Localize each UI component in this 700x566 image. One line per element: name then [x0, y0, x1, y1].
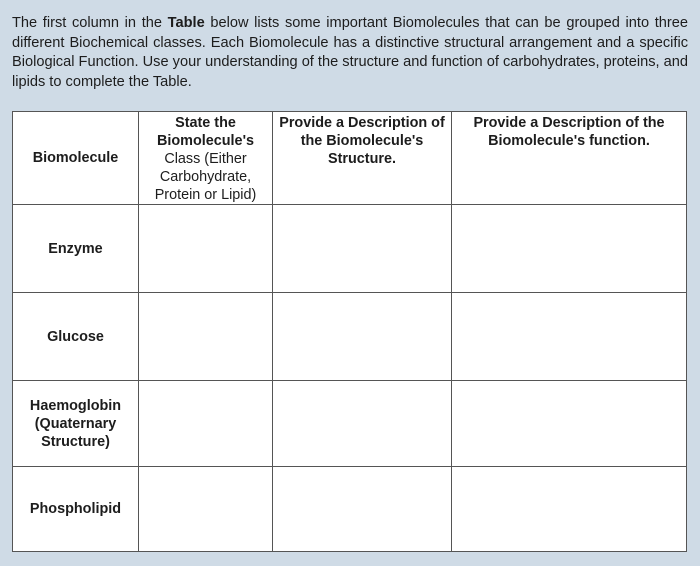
haemoglobin-class-cell[interactable] — [139, 381, 273, 467]
glucose-structure-cell[interactable] — [273, 293, 452, 381]
header-class-line3: Class (Either — [164, 151, 247, 167]
table-row — [13, 467, 687, 552]
glucose-class-cell[interactable] — [139, 293, 273, 381]
table-row — [13, 205, 687, 293]
row-label-phospholipid: Phospholipid — [13, 467, 139, 552]
header-class — [139, 112, 273, 205]
header-class-line1: State the — [175, 115, 236, 131]
instructions-paragraph — [12, 14, 688, 92]
table-row — [13, 293, 687, 381]
enzyme-function-cell[interactable] — [452, 205, 687, 293]
phospholipid-class-cell[interactable] — [139, 467, 273, 552]
row-label-glucose: Glucose — [13, 293, 139, 381]
header-biomolecule: Biomolecule — [13, 112, 139, 205]
phospholipid-structure-cell[interactable] — [273, 467, 452, 552]
haemoglobin-label-line1: Haemoglobin — [29, 397, 122, 414]
header-class-line2: Biomolecule's — [157, 133, 254, 149]
phospholipid-function-cell[interactable] — [452, 467, 687, 552]
enzyme-structure-cell[interactable] — [273, 205, 452, 293]
instructions-bold-table: Table — [167, 15, 205, 31]
haemoglobin-label-line3: Structure) — [41, 433, 110, 450]
haemoglobin-label-line2: (Quaternary — [34, 415, 117, 432]
table-row — [13, 381, 687, 467]
enzyme-class-cell[interactable] — [139, 205, 273, 293]
biomolecule-table — [12, 111, 687, 552]
haemoglobin-structure-cell[interactable] — [273, 381, 452, 467]
header-class-line5: Protein or Lipid) — [154, 187, 257, 203]
row-label-haemoglobin — [13, 381, 139, 467]
haemoglobin-function-cell[interactable] — [452, 381, 687, 467]
header-function: Provide a Description of the Biomolecule's function. — [452, 112, 687, 205]
table-header-row — [13, 112, 687, 205]
row-label-enzyme: Enzyme — [13, 205, 139, 293]
glucose-function-cell[interactable] — [452, 293, 687, 381]
header-structure: Provide a Description of the Biomolecule's Structure. — [273, 112, 452, 205]
instructions-text-rest: below lists some important Biomolecules that can be grouped into three different Biochemical classes. Each Biomolecule has a distinctive structural arrangement and a specific Biological Function. Use your understanding of the structure and function of carbohydrates, proteins, and lipids to complete the Table. — [12, 15, 688, 90]
instructions-text-start: The first column in the — [12, 15, 168, 31]
header-class-line4: Carbohydrate, — [159, 169, 252, 185]
